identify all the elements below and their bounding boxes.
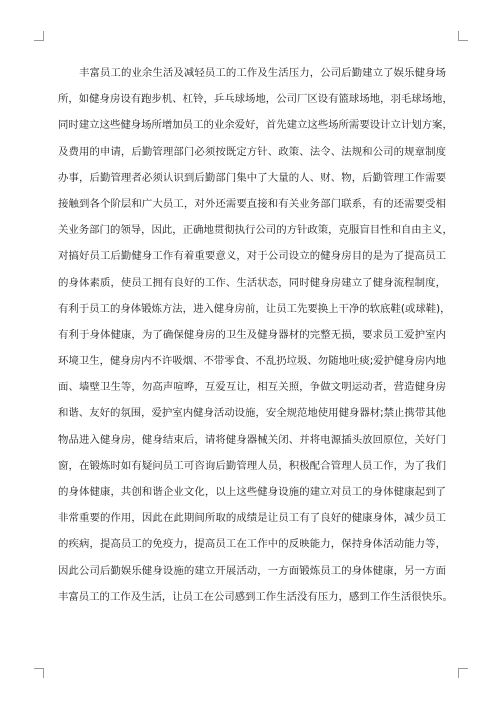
text-line: 的身体素质，使员工拥有良好的工作、生活状态，同时健身房建立了健身流程制度， xyxy=(58,276,446,289)
text-line: 丰富员工的业余生活及减轻员工的工作及生活压力，公司后勤建立了娱乐健身场 xyxy=(79,67,446,79)
text-line: 办事，后勤管理者必须认识到后勤部门集中了大量的人、财、物，后勤管理工作需要 xyxy=(58,171,446,184)
text-line: 所，如健身房设有跑步机、杠铃，乒乓球场地，公司厂区设有篮球场地，羽毛球场地， xyxy=(58,93,453,106)
text-line: 有利于员工的身体锻炼方法，进入健身房前，让员工先要换上干净的软底鞋(或球鞋)， xyxy=(58,302,451,315)
crop-mark-top-right xyxy=(458,31,468,41)
text-line: 非常重要的作用，因此在此期间所取的成绩是让员工有了良好的健康身体，减少员工 xyxy=(58,512,446,525)
crop-mark-top-left xyxy=(34,31,44,41)
text-line: 环境卫生，健身房内不许吸烟、不带零食、不乱扔垃圾、勿随地吐痰;爱护健身房内地 xyxy=(58,355,446,368)
text-line: 有利于身体健康，为了确保健身房的卫生及健身器材的完整无损，要求员工爱护室内 xyxy=(58,328,446,341)
text-line: 物品进入健身房，健身结束后，请将健身器械关闭、并将电源插头放回原位，关好门 xyxy=(58,433,446,446)
text-line: 面、墙壁卫生等，勿高声喧哗，互爱互让，相互关照，争做文明运动者，营造健身房 xyxy=(58,381,446,394)
text-line: 对搞好员工后勤健身工作有着重要意义，对于公司设立的健身房目的是为了提高员工 xyxy=(58,250,446,263)
text-line: 的疾病，提高员工的免疫力，提高员工在工作中的反映能力，保持身体活动能力等， xyxy=(58,538,446,551)
text-line: 及费用的申请，后勤管理部门必须按既定方针、政策、法令、法规和公司的规章制度 xyxy=(58,145,446,158)
crop-mark-bottom-right xyxy=(458,668,468,678)
crop-mark-bottom-left xyxy=(34,668,44,678)
text-line: 接触到各个阶层和广大员工，对外还需要直接和有关业务部门联系，有的还需要受相 xyxy=(58,197,446,210)
text-line: 丰富员工的工作及生活，让员工在公司感到工作生活没有压力，感到工作生活很快乐。 xyxy=(58,590,453,603)
text-line: 窗，在锻炼时如有疑问员工可咨询后勤管理人员，积极配合管理人员工作，为了我们 xyxy=(58,459,446,472)
text-line: 同时建立这些健身场所增加员工的业余爱好，首先建立这些场所需要设计立计划方案， xyxy=(58,119,453,132)
text-line: 关业务部门的领导，因此，正确地贯彻执行公司的方针政策，克服盲目性和自由主义， xyxy=(58,224,453,237)
body-paragraph xyxy=(58,60,453,610)
text-line: 和谐、友好的氛围，爱护室内健身活动设施，安全规范地使用健身器材;禁止携带其他 xyxy=(58,407,446,420)
text-line: 的身体健康，共创和谐企业文化，以上这些健身设施的建立对员工的身体健康起到了 xyxy=(58,486,446,498)
text-line: 因此公司后勤娱乐健身设施的建立开展活动，一方面锻炼员工的身体健康，另一方面 xyxy=(58,564,446,577)
